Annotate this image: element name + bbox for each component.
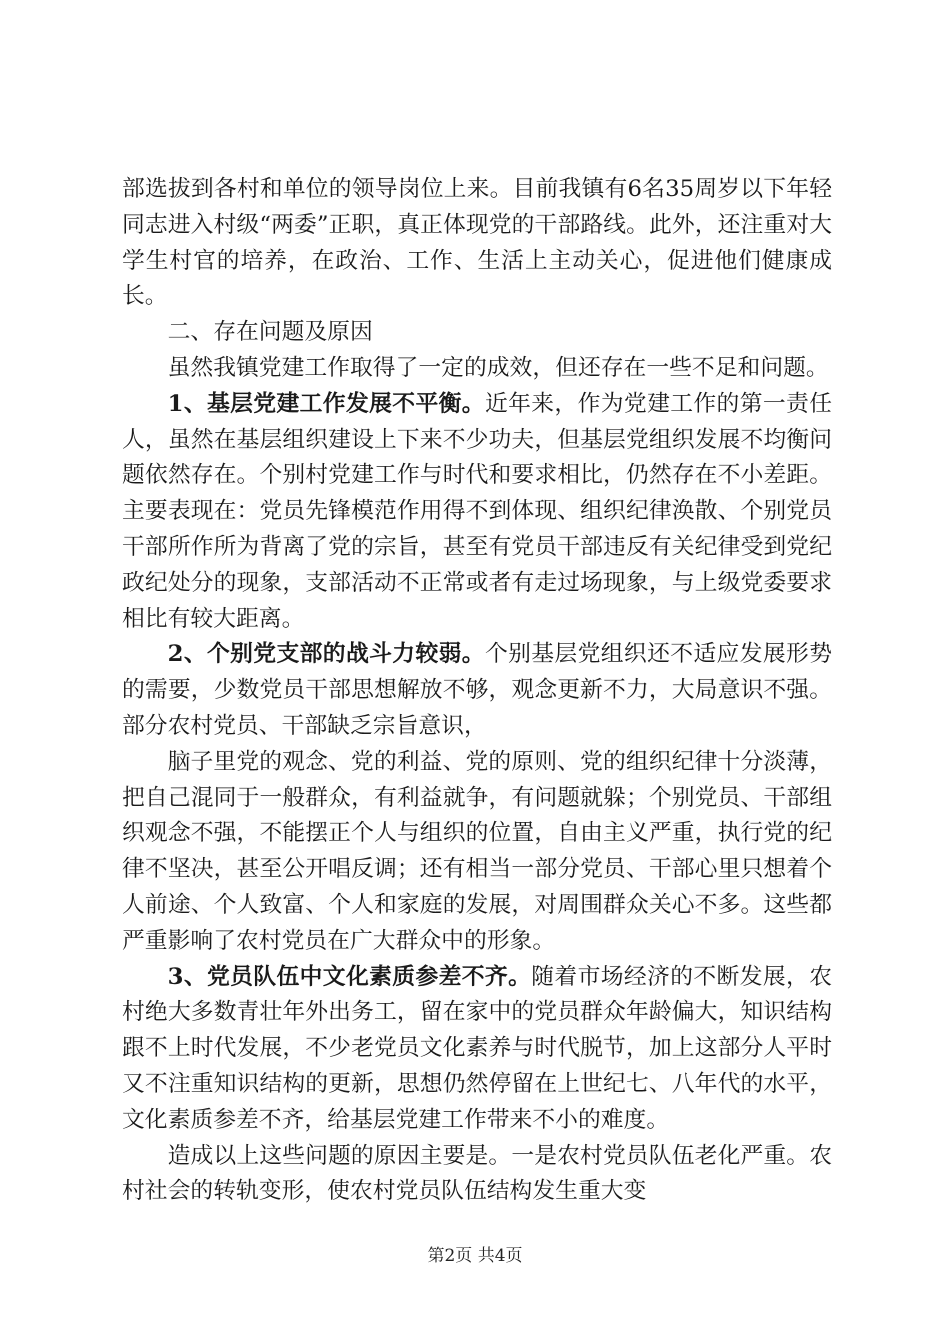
paragraph-6 — [122, 960, 832, 1139]
paragraph-7 — [122, 1139, 832, 1211]
paragraph-text: 部选拔到各村和单位的领导岗位上来。目前我镇有6名35周岁以下年轻同志进入村级“两委”正职，真正体现党的干部路线。此外，还注重对大学生村官的培养，在政治、工作、生活上主动关心，促进他们健康成长。 — [122, 176, 832, 310]
paragraph-lead: 2、个别党支部的战斗力较弱。 — [167, 641, 485, 668]
paragraph-5 — [122, 745, 832, 960]
paragraph-text: 近年来，作为党建工作的第一责任人，虽然在基层组织建设上下来不少功夫，但基层党组织发展不均衡问题依然存在。个别村党建工作与时代和要求相比，仍然存在不小差距。主要表现在：党员先锋模范作用得不到体现、组织纪律涣散、个别党员干部所作所为背离了党的宗旨，甚至有党员干部违反有关纪律受到党纪政纪处分的现象，支部活动不正常或者有走过场现象，与上级党委要求相比有较大距离。 — [122, 390, 833, 632]
paragraph-lead: 1、基层党建工作发展不平衡。 — [167, 390, 485, 417]
paragraph-text: 个别基层党组织还不适应发展形势的需要，少数党员干部思想解放不够，观念更新不力，大局意识不强。部分农村党员、干部缺乏宗旨意识， — [122, 641, 833, 739]
paragraph-1 — [122, 172, 832, 315]
paragraph-lead: 3、党员队伍中文化素质参差不齐。 — [167, 963, 532, 990]
section-heading: 二、存在问题及原因 — [167, 319, 373, 346]
paragraph-text: 随着市场经济的不断发展，农村绝大多数青壮年外出务工，留在家中的党员群众年龄偏大，知识结构跟不上时代发展，不少老党员文化素养与时代脱节，加上这部分人平时又不注重知识结构的更新，思想仍然停留在上世纪七、八年代的水平，文化素质参差不齐，给基层党建工作带来不小的难度。 — [122, 963, 832, 1133]
page-footer: 第2页 共4页 — [427, 1246, 523, 1266]
paragraph-3 — [122, 387, 832, 638]
document-body — [122, 172, 832, 1210]
paragraph-4 — [122, 637, 832, 744]
paragraph-2 — [122, 351, 832, 387]
paragraph-text: 脑子里党的观念、党的利益、党的原则、党的组织纪律十分淡薄，把自己混同于一般群众，有利益就争，有问题就躲；个别党员、干部组织观念不强，不能摆正个人与组织的位置，自由主义严重，执行党的纪律不坚决，甚至公开唱反调；还有相当一部分党员、干部心里只想着个人前途、个人致富、个人和家庭的发展，对周围群众关心不多。这些都严重影响了农村党员在广大群众中的形象。 — [122, 748, 832, 954]
paragraph-text: 虽然我镇党建工作取得了一定的成效，但还存在一些不足和问题。 — [167, 354, 829, 381]
paragraph-text: 造成以上这些问题的原因主要是。一是农村党员队伍老化严重。农村社会的转轨变形，使农村党员队伍结构发生重大变 — [122, 1142, 832, 1205]
